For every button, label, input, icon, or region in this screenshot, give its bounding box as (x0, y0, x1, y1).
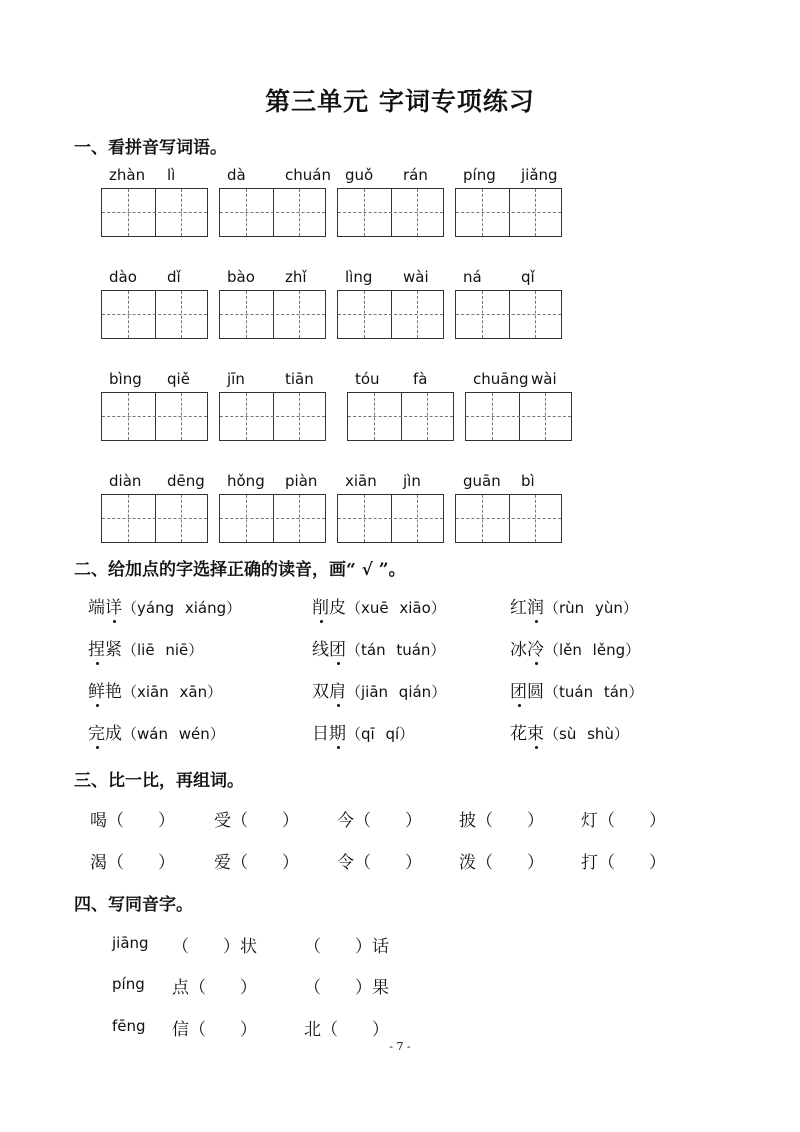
pinyin-syllable: diàn (109, 472, 142, 490)
compare-item[interactable]: 打（ ） (581, 853, 666, 873)
section-1-heading: 一、看拼音写词语。 (74, 138, 227, 158)
pinyin-syllable: bì (521, 472, 535, 490)
reading-item (312, 635, 445, 660)
reading-char: 成 (105, 724, 122, 744)
compare-item[interactable]: 渴（ ） (90, 853, 175, 873)
reading-item (88, 677, 222, 702)
pinyin-syllable: zhàn (109, 166, 146, 184)
compare-item[interactable]: 令（ ） (337, 853, 422, 873)
pinyin-syllable: guǒ (345, 166, 374, 184)
pinyin-syllable: guān (463, 472, 501, 490)
pinyin-syllable: jīn (227, 370, 245, 388)
reading-char: 花 (510, 724, 527, 744)
pinyin-syllable: qiě (167, 370, 190, 388)
reading-char: 肩 (329, 682, 346, 702)
pinyin-syllable: dào (109, 268, 137, 286)
section-3-heading: 三、比一比，再组词。 (74, 771, 244, 791)
reading-char: 端 (88, 598, 105, 618)
reading-char: 团 (329, 640, 346, 660)
writing-box[interactable] (337, 188, 444, 237)
writing-box[interactable] (219, 392, 326, 441)
reading-options[interactable]: （tán tuán） (346, 641, 446, 659)
writing-box[interactable] (455, 188, 562, 237)
reading-item (312, 719, 414, 744)
pinyin-syllable: hǒng (227, 472, 265, 490)
reading-char: 润 (527, 598, 544, 618)
section-2-heading: 二、给加点的字选择正确的读音，画“ √ ”。 (74, 560, 406, 580)
reading-char: 冷 (527, 640, 544, 660)
homophone-pinyin: jiāng (112, 934, 149, 952)
writing-box[interactable] (101, 494, 208, 543)
writing-box[interactable] (337, 290, 444, 339)
writing-box[interactable] (101, 392, 208, 441)
reading-options[interactable]: （xuē xiāo） (346, 599, 446, 617)
reading-char: 详 (105, 598, 122, 618)
pinyin-syllable: ná (463, 268, 482, 286)
reading-char: 冰 (510, 640, 527, 660)
compare-item[interactable]: 泼（ ） (459, 853, 544, 873)
homophone-blank[interactable]: 点（ ） (172, 978, 257, 998)
compare-item[interactable]: 爱（ ） (214, 853, 299, 873)
section-4-heading: 四、写同音字。 (74, 895, 193, 915)
reading-char: 艳 (105, 682, 122, 702)
reading-item (510, 593, 638, 618)
writing-box[interactable] (455, 494, 562, 543)
pinyin-syllable: chuāng (473, 370, 529, 388)
pinyin-syllable: zhǐ (285, 268, 307, 286)
reading-item (312, 677, 446, 702)
homophone-blank[interactable]: （ ）果 (304, 978, 389, 998)
reading-item (312, 593, 446, 618)
pinyin-syllable: bìng (109, 370, 142, 388)
homophone-blank[interactable]: （ ）状 (172, 937, 257, 957)
pinyin-syllable: dēng (167, 472, 205, 490)
reading-char: 期 (329, 724, 346, 744)
reading-char: 红 (510, 598, 527, 618)
writing-box[interactable] (219, 494, 326, 543)
compare-item[interactable]: 灯（ ） (581, 811, 666, 831)
reading-char: 紧 (105, 640, 122, 660)
reading-char: 完 (88, 724, 105, 744)
pinyin-syllable: wài (403, 268, 429, 286)
compare-item[interactable]: 披（ ） (459, 811, 544, 831)
pinyin-syllable: jìn (403, 472, 421, 490)
pinyin-syllable: piàn (285, 472, 318, 490)
compare-item[interactable]: 今（ ） (337, 811, 422, 831)
reading-char: 圆 (527, 682, 544, 702)
writing-box[interactable] (465, 392, 572, 441)
reading-char: 线 (312, 640, 329, 660)
homophone-pinyin: fēng (112, 1017, 146, 1035)
reading-options[interactable]: （rùn yùn） (544, 599, 638, 617)
homophone-blank[interactable]: 信（ ） (172, 1020, 257, 1040)
writing-box[interactable] (219, 290, 326, 339)
reading-char: 双 (312, 682, 329, 702)
reading-char: 捏 (88, 640, 105, 660)
pinyin-syllable: wài (531, 370, 557, 388)
reading-options[interactable]: （liē niē） (122, 641, 204, 659)
pinyin-syllable: chuán (285, 166, 331, 184)
pinyin-syllable: xiān (345, 472, 377, 490)
pinyin-syllable: píng (463, 166, 496, 184)
pinyin-syllable: dǐ (167, 268, 181, 286)
pinyin-syllable: jiǎng (521, 166, 558, 184)
homophone-blank[interactable]: （ ）话 (304, 937, 389, 957)
pinyin-syllable: fà (413, 370, 428, 388)
reading-char: 日 (312, 724, 329, 744)
reading-options[interactable]: （tuán tán） (544, 683, 644, 701)
writing-box[interactable] (101, 290, 208, 339)
homophone-blank[interactable]: 北（ ） (304, 1020, 389, 1040)
reading-char: 鲜 (88, 682, 105, 702)
reading-item (510, 677, 643, 702)
reading-options[interactable]: （xiān xān） (122, 683, 223, 701)
writing-box[interactable] (337, 494, 444, 543)
reading-options[interactable]: （jiān qián） (346, 683, 447, 701)
reading-options[interactable]: （wán wén） (122, 725, 225, 743)
reading-item (510, 719, 629, 744)
pinyin-syllable: rán (403, 166, 428, 184)
compare-item[interactable]: 受（ ） (214, 811, 299, 831)
pinyin-syllable: tiān (285, 370, 314, 388)
pinyin-syllable: lì (167, 166, 176, 184)
reading-item (88, 719, 225, 744)
pinyin-syllable: bào (227, 268, 255, 286)
reading-options[interactable]: （sù shù） (544, 725, 629, 743)
pinyin-syllable: qǐ (521, 268, 535, 286)
reading-item (88, 635, 203, 660)
page-number: - 7 - (389, 1040, 411, 1053)
page-title: 第三单元 字词专项练习 (265, 87, 535, 116)
writing-box[interactable] (101, 188, 208, 237)
compare-item[interactable]: 喝（ ） (90, 811, 175, 831)
pinyin-syllable: dà (227, 166, 246, 184)
writing-box[interactable] (347, 392, 454, 441)
reading-char: 团 (510, 682, 527, 702)
reading-item (88, 593, 241, 618)
reading-item (510, 635, 640, 660)
reading-char: 皮 (329, 598, 346, 618)
reading-char: 束 (527, 724, 544, 744)
homophone-pinyin: píng (112, 975, 145, 993)
writing-box[interactable] (455, 290, 562, 339)
pinyin-syllable: tóu (355, 370, 380, 388)
pinyin-syllable: lìng (345, 268, 373, 286)
writing-box[interactable] (219, 188, 326, 237)
reading-options[interactable]: （qī qí） (346, 725, 415, 743)
reading-char: 削 (312, 598, 329, 618)
reading-options[interactable]: （yáng xiáng） (122, 599, 242, 617)
reading-options[interactable]: （lěn lěng） (544, 641, 641, 659)
